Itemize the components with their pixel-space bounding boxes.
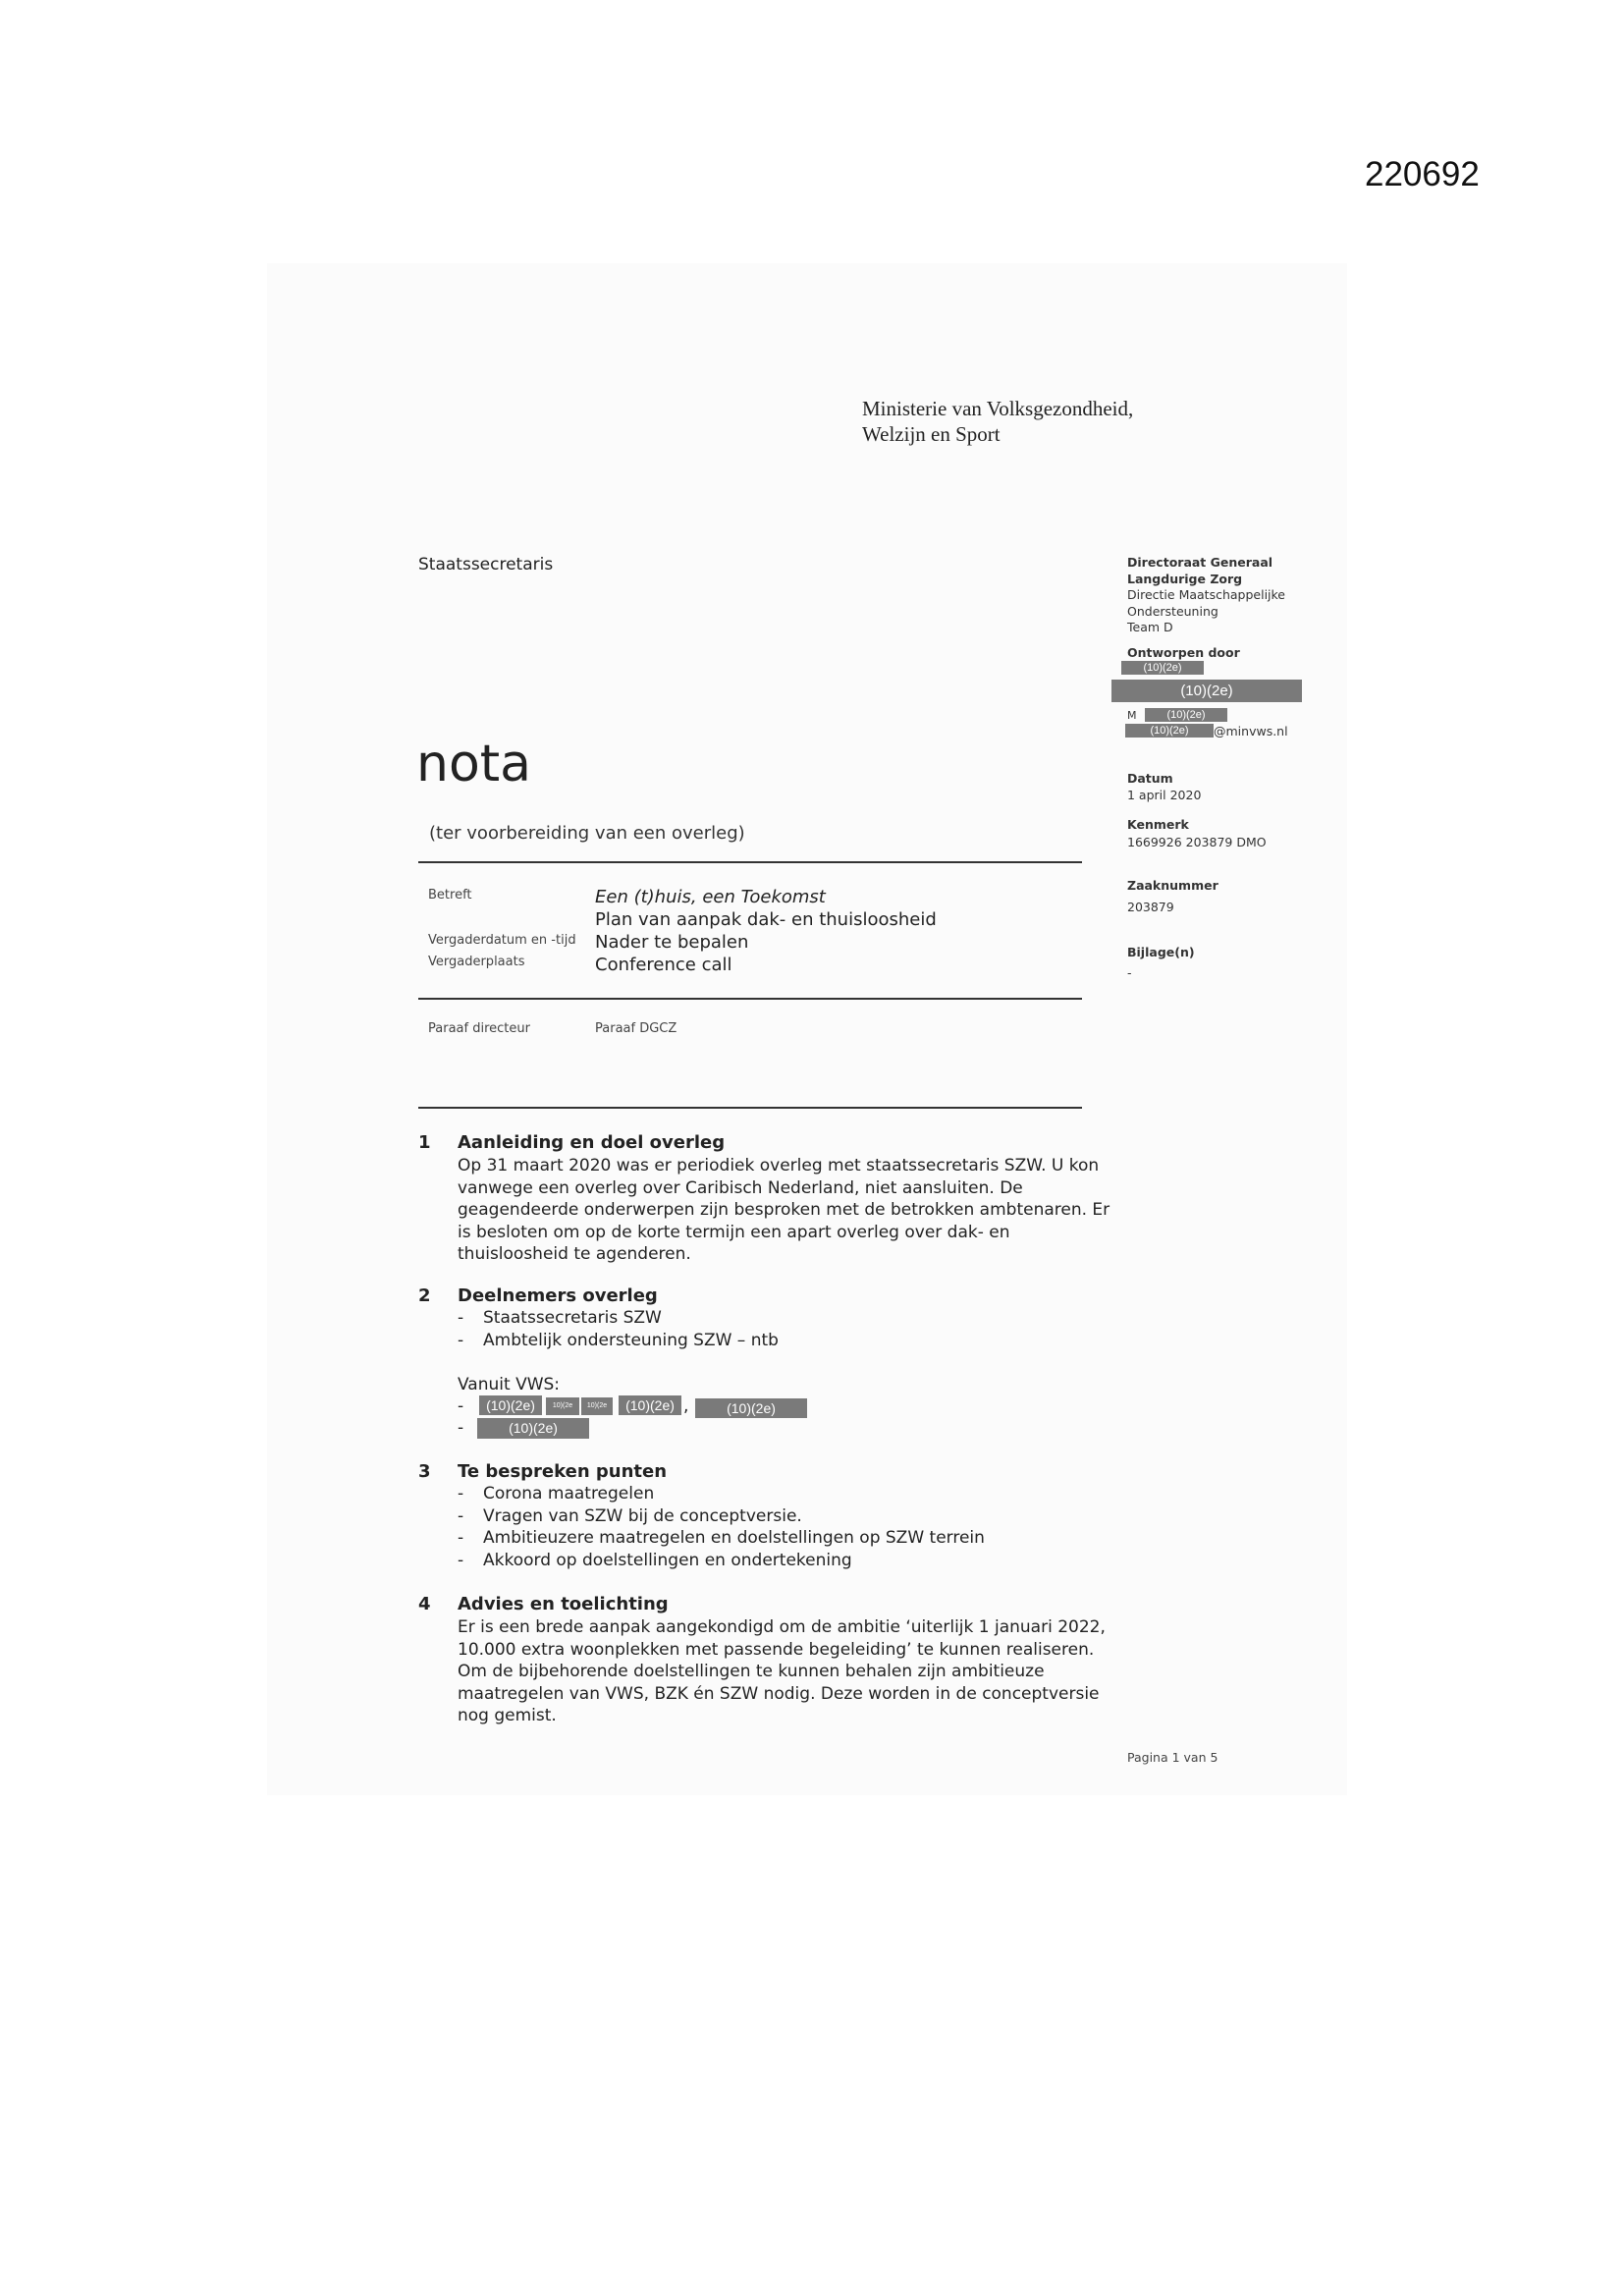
redaction-box: (10)(2e)	[1145, 708, 1227, 722]
bullet-dash: -	[458, 1418, 464, 1438]
bullet-dash: -	[458, 1506, 464, 1526]
vergaderdatum-value: Nader te bepalen	[595, 932, 749, 953]
sidebar-org-line: Directoraat Generaal	[1127, 555, 1273, 570]
section-3-title: Te bespreken punten	[458, 1461, 668, 1482]
sidebar-ontworpen-label: Ontworpen door	[1127, 645, 1240, 660]
section-1-number: 1	[418, 1132, 431, 1153]
bullet-dash: -	[458, 1308, 464, 1328]
list-item	[458, 1484, 654, 1503]
divider	[418, 861, 1082, 863]
betreft-line-2: Plan van aanpak dak- en thuisloosheid	[595, 909, 937, 930]
document-number: 220692	[1365, 155, 1480, 193]
divider	[418, 998, 1082, 1000]
list-item	[458, 1551, 852, 1570]
sidebar-bijlage-value: -	[1127, 965, 1132, 980]
paraaf-dgcz-label: Paraaf DGCZ	[595, 1021, 677, 1036]
redaction-box: (10)(2e)	[479, 1395, 542, 1415]
sidebar-org	[1127, 555, 1324, 636]
redaction-box: 10)(2e	[546, 1397, 579, 1415]
section-1-title: Aanleiding en doel overleg	[458, 1132, 726, 1153]
comma-separator: ,	[683, 1396, 689, 1416]
vergaderplaats-label: Vergaderplaats	[428, 955, 525, 969]
sidebar-org-line: Ondersteuning	[1127, 603, 1218, 619]
betreft-line-1: Een (t)huis, een Toekomst	[595, 887, 826, 907]
section-4-text: Er is een brede aanpak aangekondigd om de ambitie ‘uiterlijk 1 januari 2022, 10.000 extra woonplekken met passende begeleiding’ te kunnen realiseren. Om de bijbehorende doelstellingen te kunnen behalen zijn ambitieuze maatregelen van VWS, BZK én SZW nodig. Deze worden in de conceptversie nog gemist.	[458, 1617, 1106, 1725]
sidebar-bijlage-label: Bijlage(n)	[1127, 945, 1195, 959]
section-1-text: Op 31 maart 2020 was er periodiek overleg met staatssecretaris SZW. U kon vanwege een overleg over Caribisch Nederland, niet aansluiten. De geagendeerde onderwerpen zijn besproken met de betrokken ambtenaren. Er is besloten om op de korte termijn een apart overleg over dak- en thuisloosheid te agenderen.	[458, 1156, 1110, 1264]
vergaderplaats-value: Conference call	[595, 955, 732, 975]
sidebar-kenmerk-value: 1669926 203879 DMO	[1127, 835, 1267, 849]
list-item	[458, 1308, 662, 1328]
section-3-number: 3	[418, 1461, 431, 1482]
vergaderdatum-label: Vergaderdatum en -tijd	[428, 933, 576, 948]
sidebar-m-prefix: M	[1127, 709, 1137, 722]
bullet-dash: -	[458, 1396, 464, 1416]
redaction-box: (10)(2e)	[477, 1418, 589, 1439]
list-item-text: Vragen van SZW bij de conceptversie.	[483, 1506, 802, 1526]
redaction-box: (10)(2e)	[1121, 661, 1204, 675]
list-item-text: Corona maatregelen	[483, 1484, 655, 1503]
bullet-dash: -	[458, 1331, 464, 1350]
list-item	[458, 1331, 779, 1350]
sidebar-kenmerk-label: Kenmerk	[1127, 817, 1189, 832]
redaction-box: (10)(2e)	[1111, 680, 1302, 702]
section-2-number: 2	[418, 1285, 431, 1306]
page-title: nota	[416, 735, 532, 793]
sidebar-datum-value: 1 april 2020	[1127, 788, 1202, 802]
vws-label: Vanuit VWS:	[458, 1375, 561, 1394]
ministry-line-1: Ministerie van Volksgezondheid,	[862, 397, 1134, 420]
page-number: Pagina 1 van 5	[1127, 1750, 1218, 1765]
redaction-box: (10)(2e)	[695, 1398, 807, 1418]
sidebar-org-line: Directie Maatschappelijke	[1127, 587, 1285, 602]
divider	[418, 1107, 1082, 1109]
section-2-title: Deelnemers overleg	[458, 1285, 658, 1306]
sidebar-email-suffix: @minvws.nl	[1214, 724, 1288, 738]
list-item-text: Ambitieuzere maatregelen en doelstellingen op SZW terrein	[483, 1528, 985, 1548]
ministry-name	[862, 396, 1133, 447]
betreft-label: Betreft	[428, 888, 472, 902]
redaction-box: (10)(2e)	[1125, 724, 1214, 738]
list-item-text: Ambtelijk ondersteuning SZW – ntb	[483, 1331, 779, 1350]
list-item	[458, 1506, 802, 1526]
bullet-dash: -	[458, 1551, 464, 1570]
paraaf-directeur-label: Paraaf directeur	[428, 1021, 530, 1036]
list-item	[458, 1528, 985, 1548]
section-4-number: 4	[418, 1594, 431, 1614]
list-item-text: Akkoord op doelstellingen en ondertekening	[483, 1551, 852, 1570]
ministry-line-2: Welzijn en Sport	[862, 422, 1001, 446]
redaction-box: 10)(2e	[581, 1397, 613, 1415]
redaction-box: (10)(2e)	[619, 1395, 681, 1415]
bullet-dash: -	[458, 1484, 464, 1503]
sidebar-datum-label: Datum	[1127, 771, 1173, 786]
bullet-dash: -	[458, 1528, 464, 1548]
list-item-text: Staatssecretaris SZW	[483, 1308, 662, 1328]
recipient: Staatssecretaris	[418, 555, 554, 574]
section-4-title: Advies en toelichting	[458, 1594, 669, 1614]
sidebar-org-line: Langdurige Zorg	[1127, 571, 1243, 586]
sidebar-zaak-value: 203879	[1127, 900, 1174, 914]
page-subtitle: (ter voorbereiding van een overleg)	[429, 823, 745, 844]
sidebar-zaak-label: Zaaknummer	[1127, 878, 1218, 893]
sidebar-org-line: Team D	[1127, 620, 1173, 634]
